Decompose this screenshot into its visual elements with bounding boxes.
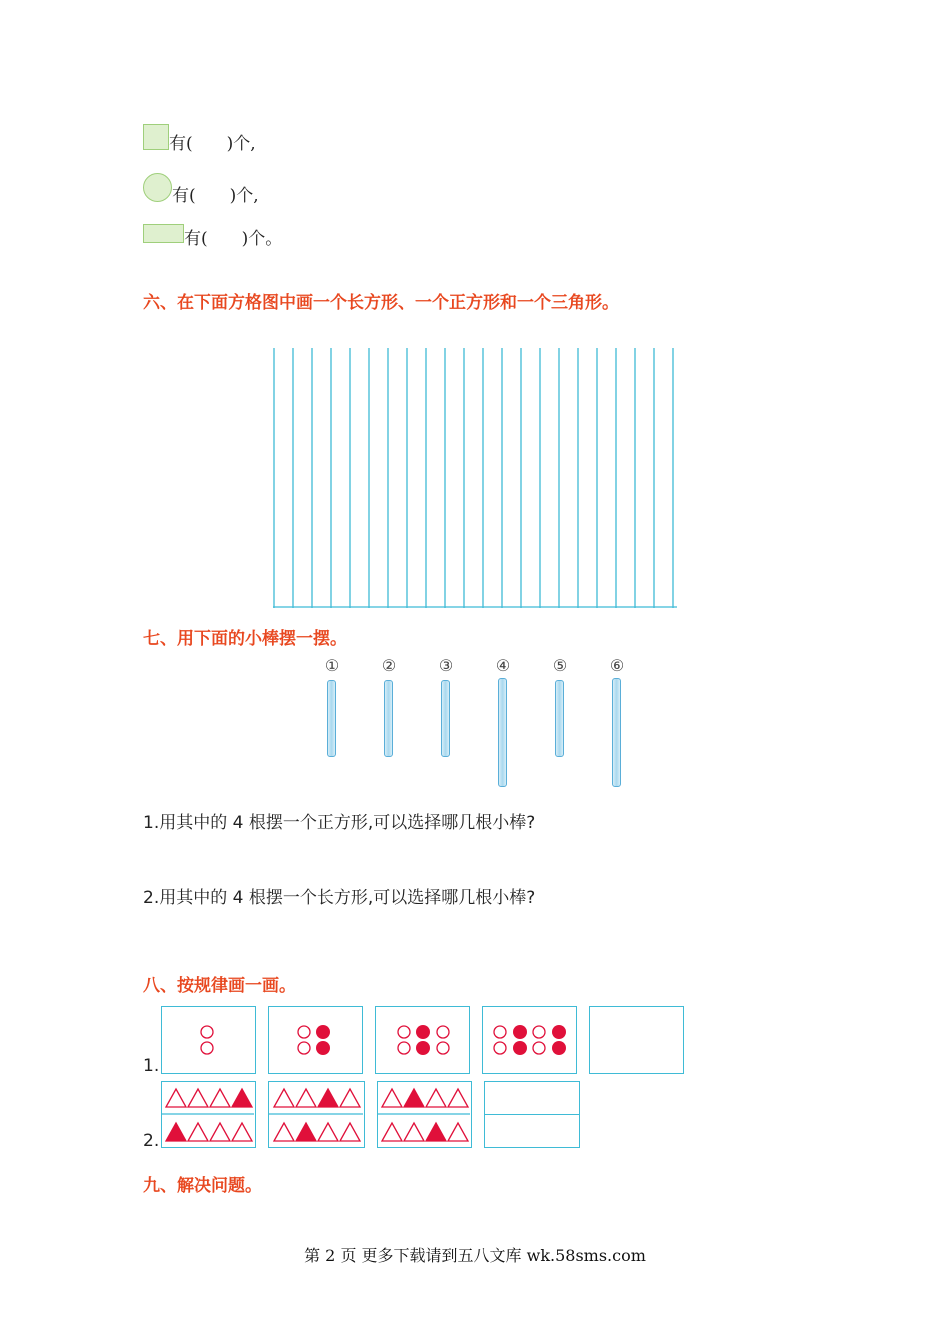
stick-5 <box>555 680 564 757</box>
answer-box-row1[interactable] <box>589 1006 684 1074</box>
answer-box-divider <box>485 1114 579 1115</box>
triangle-box-1 <box>161 1081 256 1148</box>
drawing-grid[interactable] <box>273 348 677 608</box>
stick-label-2: ② <box>381 656 397 675</box>
stick-label-6: ⑥ <box>609 656 625 675</box>
stick-label-4: ④ <box>495 656 511 675</box>
triangle-pattern-2 <box>269 1082 363 1146</box>
stick-3 <box>441 680 450 757</box>
section7-title: 七、用下面的小棒摆一摆。 <box>143 629 347 649</box>
section6-title: 六、在下面方格图中画一个长方形、一个正方形和一个三角形。 <box>143 293 619 313</box>
row2-label: 2. <box>143 1131 160 1151</box>
rectangle-shape-icon <box>143 224 184 243</box>
question-2: 2.用其中的 4 根摆一个长方形,可以选择哪几根小棒? <box>143 888 536 908</box>
square-shape-icon <box>143 124 169 150</box>
stick-label-1: ① <box>324 656 340 675</box>
count-line-rectangle: 有( )个。 <box>184 229 283 249</box>
triangle-pattern-3 <box>378 1082 470 1146</box>
page-footer: 第 2 页 更多下载请到五八文库 wk.58sms.com <box>304 1246 646 1265</box>
circle-pattern-3 <box>376 1007 468 1072</box>
stick-6 <box>612 678 621 787</box>
stick-4 <box>498 678 507 787</box>
row1-label: 1. <box>143 1056 160 1076</box>
count-line-circle: 有( )个, <box>172 186 259 206</box>
pattern-box-1 <box>161 1006 256 1074</box>
answer-box-row2[interactable] <box>484 1081 580 1148</box>
question-1: 1.用其中的 4 根摆一个正方形,可以选择哪几根小棒? <box>143 813 536 833</box>
triangle-box-2 <box>268 1081 365 1148</box>
pattern-box-2 <box>268 1006 363 1074</box>
triangle-box-3 <box>377 1081 472 1148</box>
circle-pattern-1 <box>162 1007 254 1072</box>
stick-label-5: ⑤ <box>552 656 568 675</box>
section8-title: 八、按规律画一画。 <box>143 976 296 996</box>
circle-pattern-4 <box>483 1007 575 1072</box>
count-line-square: 有( )个, <box>169 134 256 154</box>
section9-title: 九、解决问题。 <box>143 1176 262 1196</box>
pattern-box-4 <box>482 1006 577 1074</box>
circle-shape-icon <box>143 173 172 202</box>
stick-label-3: ③ <box>438 656 454 675</box>
circle-pattern-2 <box>269 1007 361 1072</box>
pattern-box-3 <box>375 1006 470 1074</box>
triangle-pattern-1 <box>162 1082 254 1146</box>
stick-2 <box>384 680 393 757</box>
stick-1 <box>327 680 336 757</box>
